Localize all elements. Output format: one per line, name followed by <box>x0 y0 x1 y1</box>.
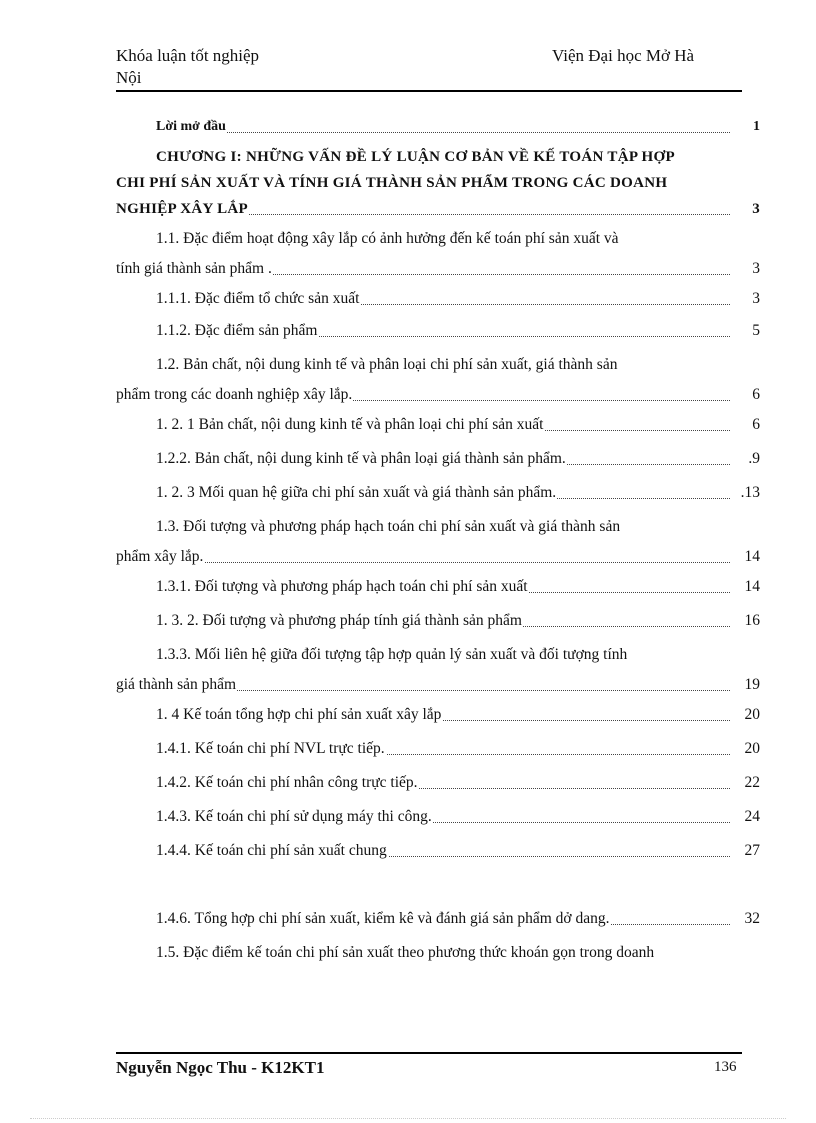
toc-page-number: 16 <box>734 610 760 632</box>
footer-author: Nguyễn Ngọc Thu - K12KT1 <box>116 1058 325 1077</box>
toc-entry-text: 1.5. Đặc điểm kế toán chi phí sản xuất theo phương thức khoán gọn trong doanh <box>156 944 655 961</box>
toc-entry-text: 1.1.1. Đặc điểm tổ chức sản xuất <box>156 290 360 307</box>
toc-entry <box>116 448 760 470</box>
toc-entry <box>116 738 760 760</box>
dot-leader <box>116 562 730 563</box>
toc-entry <box>116 516 760 568</box>
toc-entry-text: tính giá thành sản phẩm . <box>116 260 272 277</box>
toc-page-number: 19 <box>734 674 760 696</box>
toc-entry-text: 1.4.6. Tổng hợp chi phí sản xuất, kiểm kê và đánh giá sản phẩm dở dang. <box>156 910 610 927</box>
toc-entry-text: 1. 2. 3 Mối quan hệ giữa chi phí sản xuất và giá thành sản phẩm. <box>156 484 557 501</box>
toc-entry-text: 1.3.3. Mối liên hệ giữa đối tượng tập hợp quản lý sản xuất và đối tượng tính <box>156 646 628 663</box>
header-right: Viện Đại học Mở Hà <box>552 46 695 65</box>
toc-page-number: 14 <box>734 576 760 598</box>
toc-entry <box>116 146 760 220</box>
toc-page-number: 24 <box>734 806 760 828</box>
toc-entry <box>116 482 760 504</box>
toc-entry <box>116 942 760 964</box>
toc-entry-text: 1.2. Bản chất, nội dung kinh tế và phân loại chi phí sản xuất, giá thành sản <box>156 356 618 373</box>
toc-entry <box>116 772 760 794</box>
dot-leader <box>156 132 730 133</box>
toc-page-number: .9 <box>734 448 760 470</box>
toc-entry <box>116 908 760 930</box>
toc-entry <box>116 354 760 406</box>
toc-entry-text: 1.4.3. Kế toán chi phí sử dụng máy thi công. <box>156 808 432 825</box>
toc-entry <box>116 704 760 726</box>
toc-entry-text: CHI PHÍ SẢN XUẤT VÀ TÍNH GIÁ THÀNH SẢN PHẨM TRONG CÁC DOANH <box>116 175 668 191</box>
footer-page-number: 136 <box>714 1059 737 1075</box>
toc-entry-text: Lời mở đầu <box>156 119 226 134</box>
toc-page-number: 3 <box>734 258 760 280</box>
toc-page-number: 6 <box>734 384 760 406</box>
toc-entry <box>116 576 760 598</box>
toc-entry <box>116 644 760 696</box>
toc-page-number: 3 <box>734 198 760 220</box>
footer-rule <box>116 1052 742 1054</box>
header-continuation: Nội <box>116 68 142 87</box>
toc-entry-text: CHƯƠNG I: NHỮNG VẤN ĐỀ LÝ LUẬN CƠ BẢN VỀ KẾ TOÁN TẬP HỢP <box>156 149 675 165</box>
toc-entry-text: 1.4.1. Kế toán chi phí NVL trực tiếp. <box>156 740 385 757</box>
toc-page-number: 14 <box>734 546 760 568</box>
toc-entry-text: phẩm trong các doanh nghiệp xây lắp. <box>116 386 353 403</box>
toc-entry-text: giá thành sản phẩm <box>116 676 237 693</box>
toc-entry-text: 1.4.2. Kế toán chi phí nhân công trực tiếp. <box>156 774 418 791</box>
toc-entry <box>116 288 760 310</box>
toc-entry-text: 1.2.2. Bản chất, nội dung kinh tế và phân loại giá thành sản phẩm. <box>156 450 566 467</box>
toc-page-number: 22 <box>734 772 760 794</box>
toc-entry-text: NGHIỆP XÂY LẮP <box>116 201 248 217</box>
toc-entry-text: 1. 4 Kế toán tổng hợp chi phí sản xuất xây lắp <box>156 706 442 723</box>
toc-page-number: 3 <box>734 288 760 310</box>
toc-page-number: 20 <box>734 738 760 760</box>
toc-page-number: 5 <box>734 320 760 342</box>
toc-entry-text: 1. 3. 2. Đối tượng và phương pháp tính giá thành sản phẩm <box>156 612 522 629</box>
toc-entry <box>116 228 760 280</box>
toc-entry <box>116 840 760 862</box>
toc-entry-text: 1.1.2. Đặc điểm sản phẩm <box>156 322 318 339</box>
toc-entry-text: phẩm xây lắp. <box>116 548 204 565</box>
toc-entry-text: 1.1. Đặc điểm hoạt động xây lắp có ảnh hưởng đến kế toán phí sản xuất và <box>156 230 619 247</box>
header-left: Khóa luận tốt nghiệp <box>116 46 260 65</box>
toc-page-number: .13 <box>734 482 760 504</box>
toc-page-number: 1 <box>734 116 760 138</box>
toc-entry <box>116 610 760 632</box>
toc-page-number: 32 <box>734 908 760 930</box>
header-rule <box>116 90 742 92</box>
toc-page-number: 20 <box>734 704 760 726</box>
toc-entry-text: 1.3. Đối tượng và phương pháp hạch toán chi phí sản xuất và giá thành sản <box>156 518 621 535</box>
toc-entry-text: 1. 2. 1 Bản chất, nội dung kinh tế và phân loại chi phí sản xuất <box>156 416 544 433</box>
toc-entry <box>116 414 760 436</box>
toc-page-number: 6 <box>734 414 760 436</box>
toc-page-number: 27 <box>734 840 760 862</box>
toc-entry <box>116 806 760 828</box>
bottom-border <box>30 1118 786 1119</box>
toc-entry <box>116 116 760 138</box>
toc-entry <box>116 320 760 342</box>
toc-entry-text: 1.3.1. Đối tượng và phương pháp hạch toán chi phí sản xuất <box>156 578 528 595</box>
toc-entry-text: 1.4.4. Kế toán chi phí sản xuất chung <box>156 842 387 859</box>
